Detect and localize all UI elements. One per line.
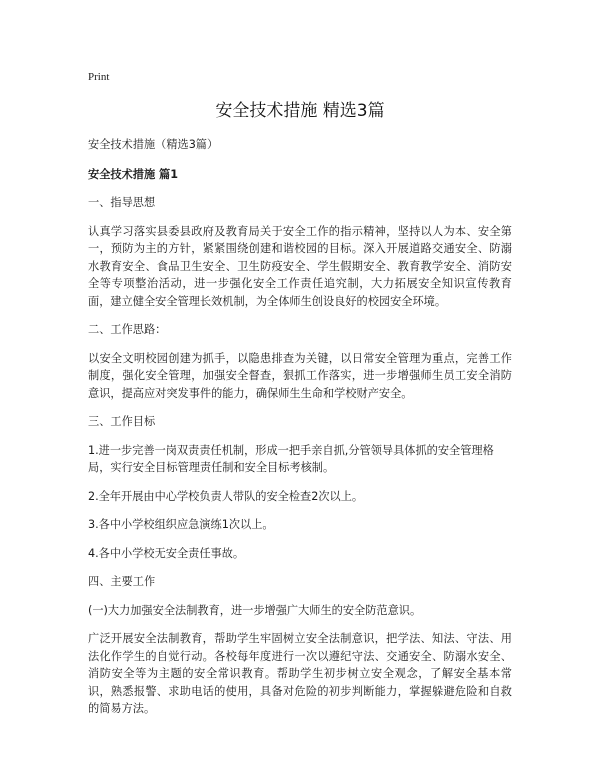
heading-work-approach: 二、工作思路： [88, 323, 167, 336]
heading-guiding-ideology: 一、指导思想 [88, 196, 156, 209]
print-label: Print [88, 71, 110, 83]
paragraph-safety-education: 广泛开展安全法制教育，帮助学生牢固树立安全法制意识，把学法、知法、守法、用法化作学生的自觉行动。各校每年度进行一次以遵纪守法、交通安全、防溺水安全、消防安全等为主题的安全常识教育。帮助学生初步树立安全观念，了解安全基本常识，熟悉报警、求助电话的使用，具备对危险的初步判断能力，掌握躲避危险和自救的简易方法。 [88, 632, 512, 715]
section-title: 安全技术措施 篇1 [88, 167, 178, 181]
heading-work-goals: 三、工作目标 [88, 415, 156, 428]
goal-item-1: 1.进一步完善一岗双责责任机制，形成一把手亲自抓,分管领导具体抓的安全管理格局，实行安全目标管理责任制和安全目标考核制。 [88, 443, 494, 474]
goal-item-3: 3.各中小学校组织应急演练1次以上。 [88, 518, 274, 531]
document-title: 安全技术措施 精选3篇 [215, 101, 385, 121]
goal-item-2: 2.全年开展由中心学校负责人带队的安全检查2次以上。 [88, 489, 364, 503]
heading-main-work: 四、主要工作 [88, 575, 156, 588]
goal-item-4: 4.各中小学校无安全责任事故。 [88, 546, 245, 560]
paragraph-work-approach: 以安全文明校园创建为抓手，以隐患排查为关键，以日常安全管理为重点，完善工作制度，强化安全管理，加强安全督查，狠抓工作落实，进一步增强师生员工安全消防意识，提高应对突发事件的能力，确保师生生命和学校财产安全。 [88, 351, 512, 400]
main-work-item-1-title: (一)大力加强安全法制教育，进一步增强广大师生的安全防范意识。 [88, 603, 422, 617]
paragraph-guiding-ideology: 认真学习落实县委县政府及教育局关于安全工作的指示精神，坚持以人为本、安全第一，预防为主的方针，紧紧围绕创建和谐校园的目标。深入开展道路交通安全、防溺水教育安全、食品卫生安全、卫生防疫安全、学生假期安全、教育教学安全、消防安全等专项整治活动，进一步强化安全工作责任追究制，大力拓展安全知识宣传教育面，建立健全安全管理长效机制，为全体师生创设良好的校园安全环境。 [88, 224, 512, 308]
document-subtitle: 安全技术措施（精选3篇） [88, 138, 219, 151]
